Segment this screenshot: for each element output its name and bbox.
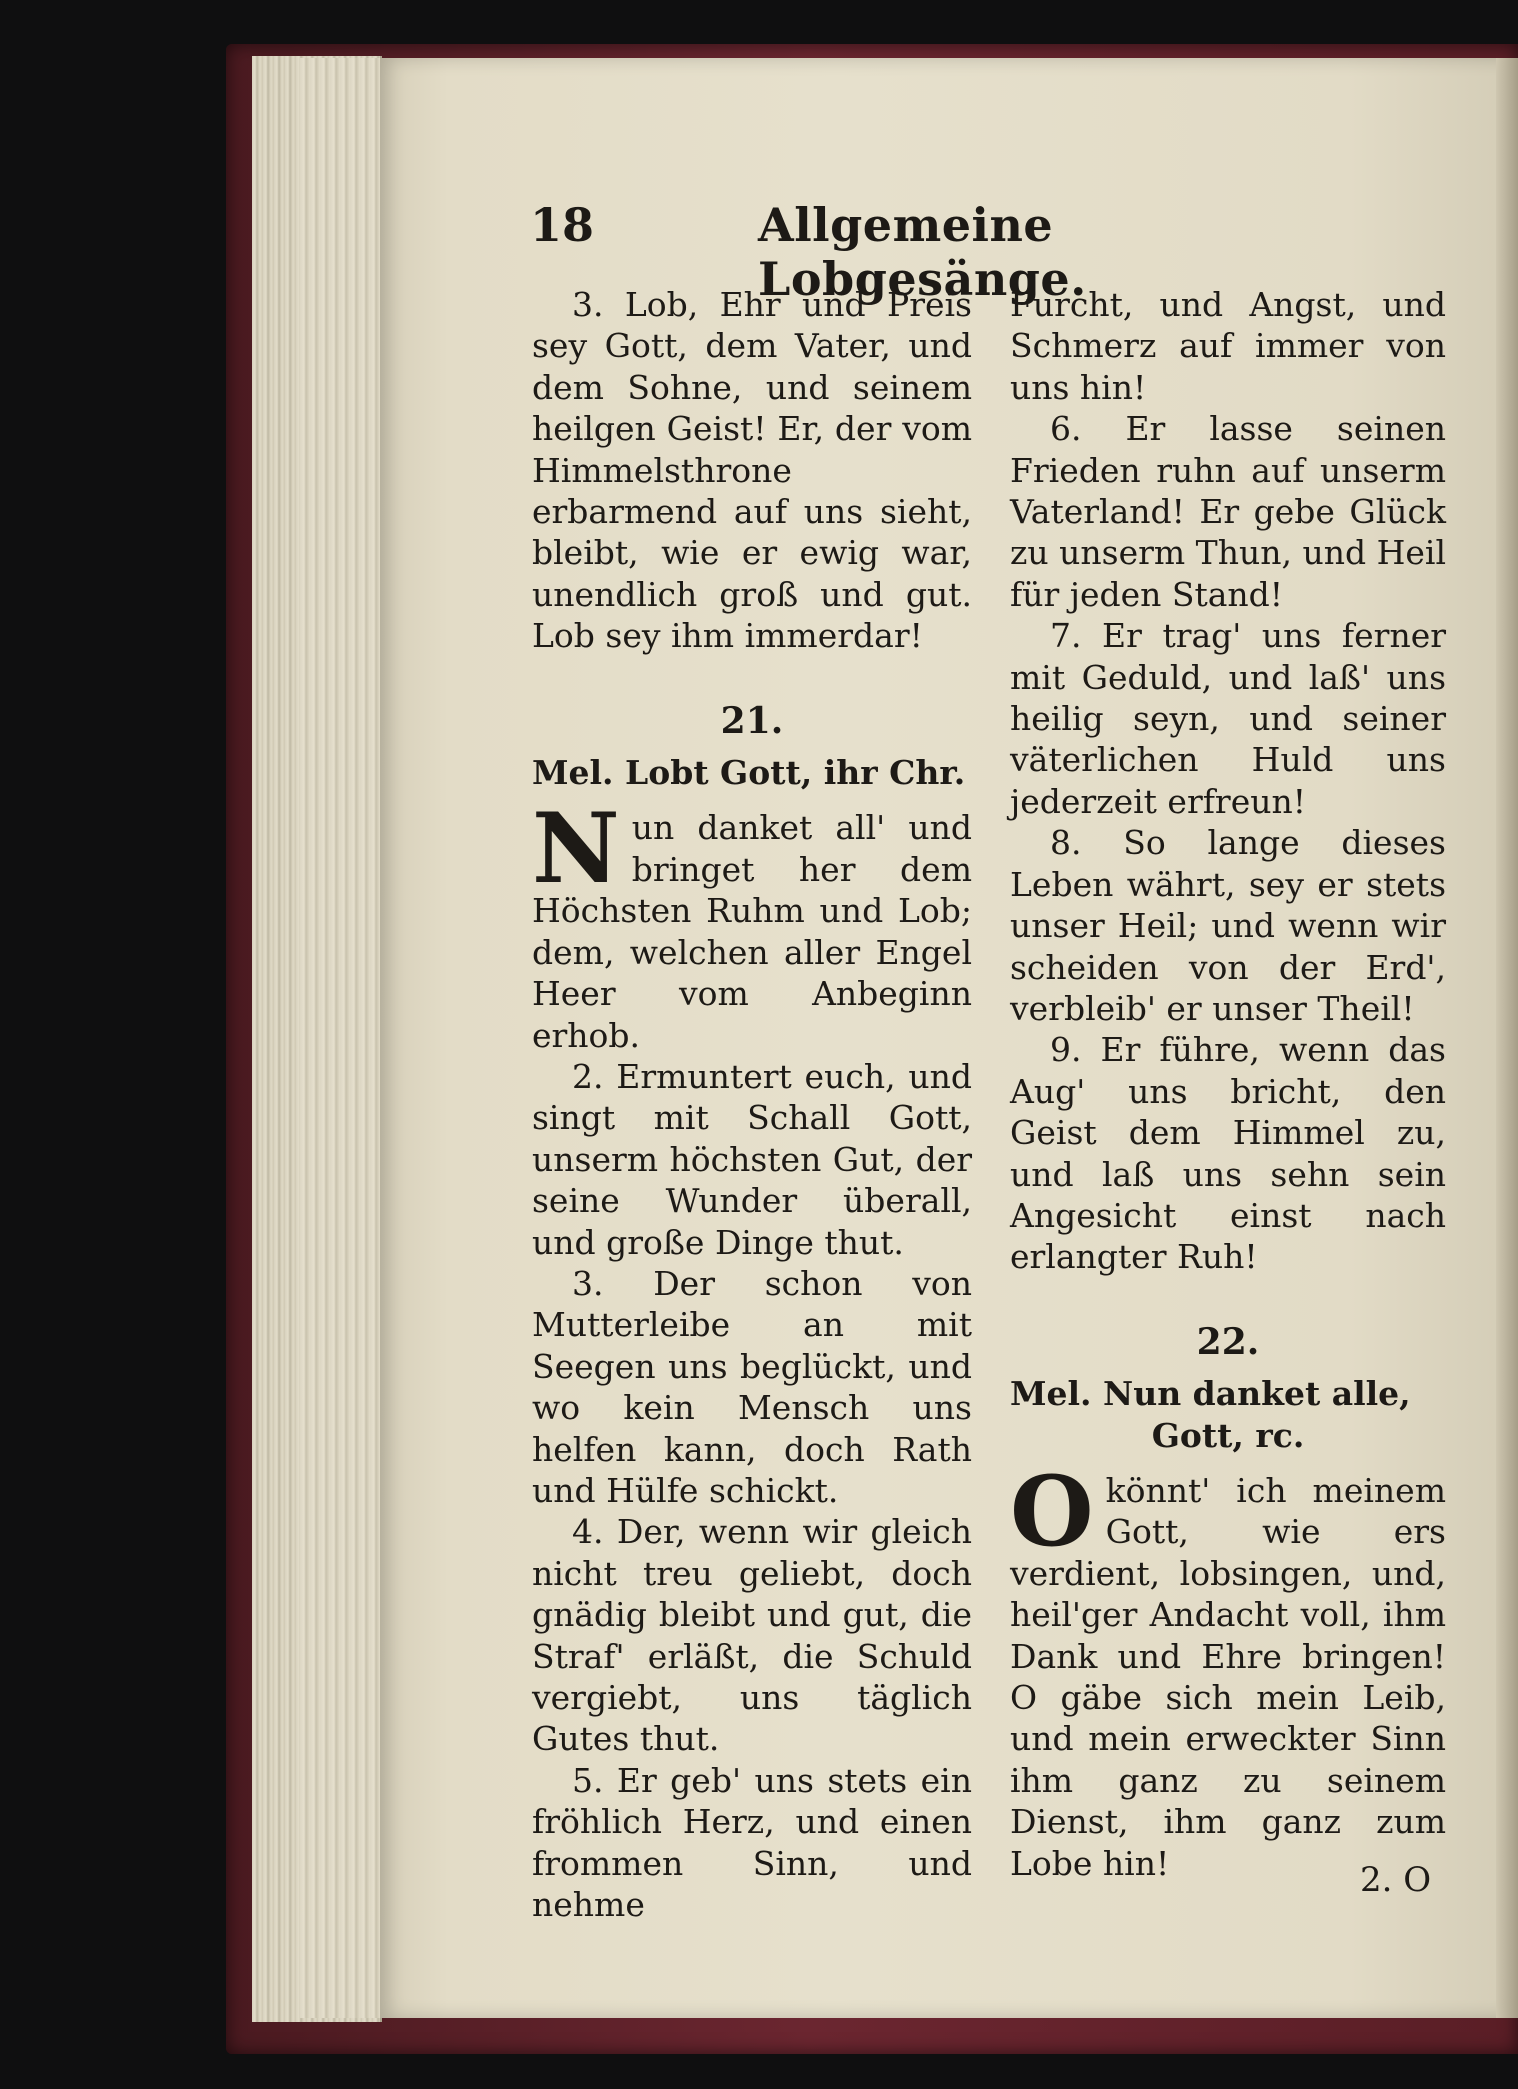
stanza-text: könnt' ich meinem Gott, wie ers verdient, lobsingen, und, heil'ger Andacht voll, ihm Dank und Ehre bringen! O gäbe sich mein Leib, und mein erweckter Sinn ihm ganz zu seinem Dienst, ihm ganz zum Lobe hin! — [1010, 1470, 1446, 1883]
page-header — [530, 198, 1250, 306]
stanza-with-dropcap — [532, 792, 972, 1055]
stanza-text: un danket all' und bringet her dem Höchsten Ruhm und Lob; dem, welchen aller Engel Heer vom Anbeginn erhob. — [532, 808, 972, 1055]
stanza-paragraph: 5. Er geb' uns stets ein fröhlich Herz, und einen frommen Sinn, und nehme — [532, 1760, 972, 1925]
stanza-paragraph: 7. Er trag' uns ferner mit Geduld, und laß' uns heilig seyn, und seiner väterlichen Huld uns jederzeit erfreun! — [1010, 616, 1446, 821]
hymn-number: 22. — [1196, 1320, 1260, 1363]
melody-line-1: Mel. Nun danket alle, — [1010, 1374, 1411, 1414]
catchword: 2. O — [1360, 1860, 1432, 1900]
page-edge-shadow — [1496, 58, 1518, 2018]
drop-cap: O — [1010, 1454, 1094, 1568]
melody-line: Mel. Lobt Gott, ihr Chr. — [532, 753, 966, 793]
stanza-paragraph: 6. Er lasse seinen Frieden ruhn auf unserm Vaterland! Er gebe Glück zu unserm Thun, und Heil für jeden Stand! — [1010, 409, 1446, 614]
right-column — [1010, 284, 1446, 1884]
stanza-paragraph: 2. Ermuntert euch, und singt mit Schall Gott, unserm höchsten Gut, der seine Wunder überall, und große Dinge thut. — [532, 1056, 972, 1262]
left-column — [532, 284, 972, 1925]
stanza-paragraph: 4. Der, wenn wir gleich nicht treu geliebt, doch gnädig bleibt und gut, die Straf' erläßt, die Schuld vergiebt, uns täglich Gutes thut. — [532, 1512, 972, 1759]
drop-cap: N — [532, 792, 620, 906]
page-stack-inner — [300, 58, 380, 2018]
melody-line-2: Gott, rc. — [1151, 1415, 1305, 1455]
melody-line — [1010, 1373, 1446, 1456]
hymn-number: 21. — [720, 699, 784, 742]
stanza-paragraph: 9. Er führe, wenn das Aug' uns bricht, den Geist dem Himmel zu, und laß uns sehn sein Angesicht einst nach erlangter Ruh! — [1010, 1030, 1446, 1277]
stanza-paragraph: 3. Lob, Ehr und Preis sey Gott, dem Vater, und dem Sohne, und seinem heilgen Geist! Er, der vom Himmelsthrone erbarmend auf uns sieht, bleibt, wie er ewig war, unendlich groß und gut. Lob sey ihm immerdar! — [532, 285, 972, 656]
page-number: 18 — [530, 198, 595, 252]
stanza-with-dropcap — [1010, 1454, 1446, 1884]
stanza-paragraph: Furcht, und Angst, und Schmerz auf immer von uns hin! — [1010, 285, 1446, 407]
stanza-paragraph: 3. Der schon von Mutterleibe an mit Seegen uns beglückt, und wo kein Mensch uns helfen kann, doch Rath und Hülfe schickt. — [532, 1263, 972, 1510]
running-title: Allgemeine Lobgesänge. — [758, 198, 1087, 306]
stanza-paragraph: 8. So lange dieses Leben währt, sey er stets unser Heil; und wenn wir scheiden von der Erd', verbleib' er unser Theil! — [1010, 823, 1446, 1028]
